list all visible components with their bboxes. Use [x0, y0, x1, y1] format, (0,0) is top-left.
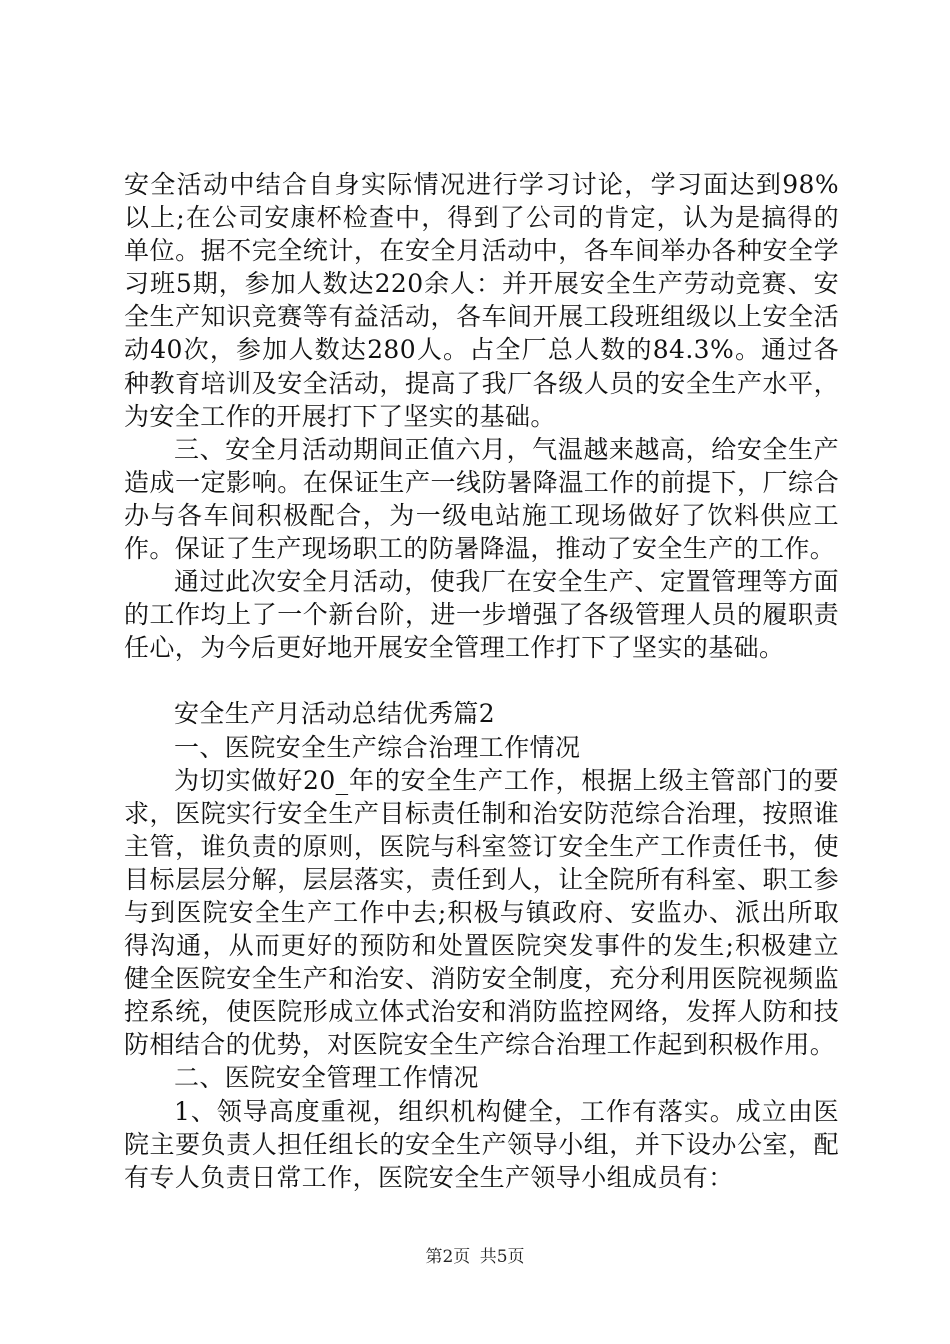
- heading-hospital-safety: 一、医院安全生产综合治理工作情况: [174, 732, 581, 762]
- paragraph-conclusion: 通过此次安全月活动，使我厂在安全生产、定置管理等方面的工作均上了一个新台阶，进一步增强了各级管理人员的履职责任心，为今后更好地开展安全管理工作打下了坚实的基础。: [124, 567, 839, 663]
- paragraph-hospital-safety: 为切实做好20_年的安全生产工作，根据上级主管部门的要求，医院实行安全生产目标责任制和治安防范综合治理，按照谁主管，谁负责的原则，医院与科室签订安全生产工作责任书，使目标层层分解，层层落实，责任到人，让全院所有科室、职工参与到医院安全生产工作中去;积极与镇政府、安监办、派出所取得沟通，从而更好的预防和处置医院突发事件的发生;积极建立健全医院安全生产和治安、消防安全制度，充分利用医院视频监控系统，使医院形成立体式治安和消防监控网络，发挥人防和技防相结合的优势，对医院安全生产综合治理工作起到积极作用。: [124, 765, 839, 1060]
- heading-hospital-management: 二、医院安全管理工作情况: [174, 1063, 479, 1093]
- paragraph-section-three: 三、安全月活动期间正值六月，气温越来越高，给安全生产造成一定影响。在保证生产一线防暑降温工作的前提下，厂综合办与各车间积极配合，为一级电站施工现场做好了饮料供应工作。保证了生产现场职工的防暑降温，推动了安全生产的工作。: [124, 434, 839, 564]
- document-body: [124, 168, 839, 1194]
- paragraph-spacer: [124, 664, 839, 697]
- page-footer: [0, 1242, 950, 1267]
- page-number: 第2页: [425, 1247, 471, 1267]
- section-title: 安全生产月活动总结优秀篇2: [174, 699, 496, 729]
- paragraph-continued: 安全活动中结合自身实际情况进行学习讨论，学习面达到98%以上;在公司安康杯检查中，得到了公司的肯定，认为是搞得的单位。据不完全统计，在安全月活动中，各车间举办各种安全学习班5期，参加人数达220余人：并开展安全生产劳动竞赛、安全生产知识竞赛等有益活动，各车间开展工段班组级以上安全活动40次，参加人数达280人。占全厂总人数的84.3%。通过各种教育培训及安全活动，提高了我厂各级人员的安全生产水平，为安全工作的开展打下了坚实的基础。: [124, 170, 839, 431]
- page-total: 共5页: [479, 1247, 525, 1267]
- paragraph-leadership: 1、领导高度重视，组织机构健全，工作有落实。成立由医院主要负责人担任组长的安全生产领导小组，并下设办公室，配有专人负责日常工作，医院安全生产领导小组成员有：: [124, 1096, 839, 1192]
